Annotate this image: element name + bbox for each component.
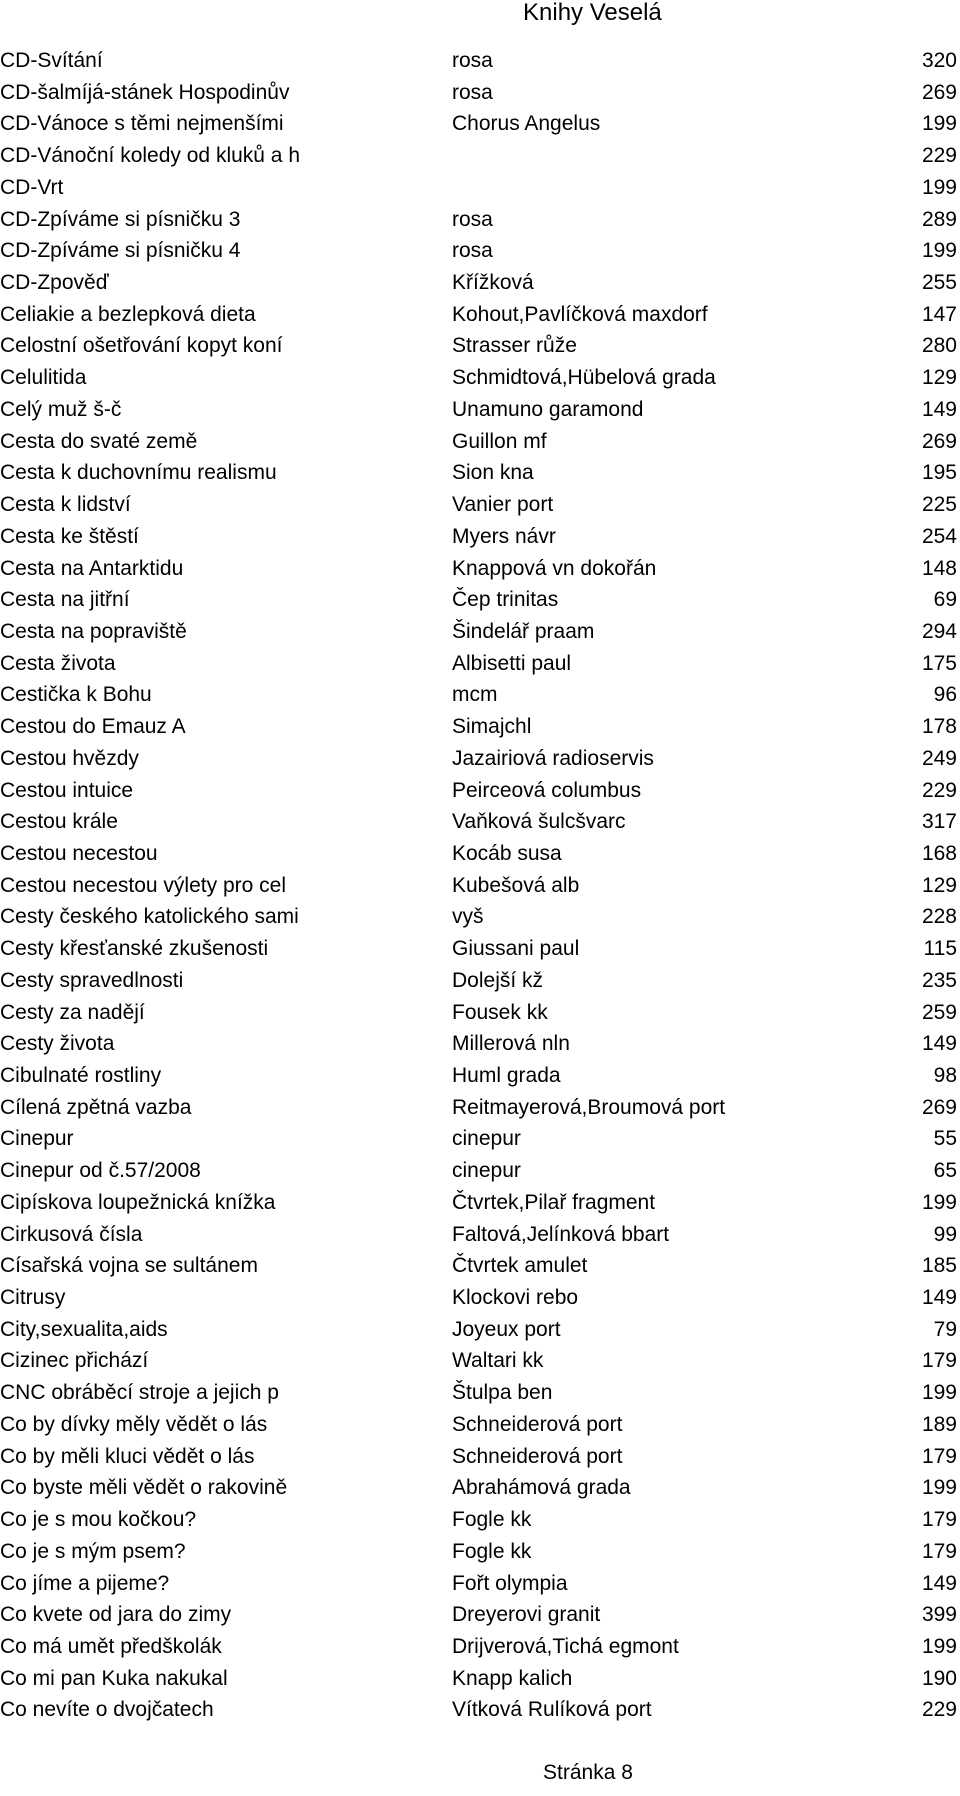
book-title: Co jíme a pijeme? — [0, 1571, 170, 1595]
book-author-publisher: rosa — [452, 239, 493, 263]
list-item — [0, 1472, 960, 1504]
list-item — [0, 806, 960, 838]
list-item — [0, 1219, 960, 1251]
book-author-publisher: Fogle kk — [452, 1508, 532, 1532]
list-item — [0, 1663, 960, 1695]
list-item — [0, 457, 960, 489]
book-author-publisher: Štulpa ben — [452, 1381, 553, 1405]
book-price: 149 — [921, 1286, 957, 1310]
book-author-publisher: Čtvrtek,Pilař fragment — [452, 1190, 656, 1214]
book-price: 149 — [921, 397, 957, 421]
book-author-publisher: Vítková Rulíková port — [452, 1698, 652, 1722]
book-price: 229 — [921, 778, 957, 802]
list-item — [0, 1694, 960, 1726]
list-item — [0, 997, 960, 1029]
book-title: Cesta na jitřní — [0, 588, 130, 612]
book-title: Cestou do Emauz A — [0, 715, 186, 739]
page-number: Stránka 8 — [543, 1761, 633, 1784]
list-item — [0, 679, 960, 711]
book-author-publisher: Vaňková šulcšvarc — [452, 810, 626, 834]
book-author-publisher: Čep trinitas — [452, 588, 559, 612]
list-item — [0, 1441, 960, 1473]
book-price: 99 — [933, 1222, 957, 1246]
book-price: 225 — [921, 493, 957, 517]
list-item — [0, 1282, 960, 1314]
list-item — [0, 108, 960, 140]
book-author-publisher: Millerová nln — [452, 1032, 570, 1056]
book-price: 199 — [921, 1476, 957, 1500]
book-price: 79 — [933, 1317, 957, 1341]
book-price: 229 — [921, 1698, 957, 1722]
list-item — [0, 1250, 960, 1282]
book-author-publisher: Kubešová alb — [452, 873, 580, 897]
book-price: 195 — [921, 461, 957, 485]
book-title: Cestou necestou — [0, 841, 158, 865]
list-item — [0, 1060, 960, 1092]
list-item — [0, 1599, 960, 1631]
book-author-publisher: Faltová,Jelínková bbart — [452, 1222, 670, 1246]
book-title: Cesta k lidství — [0, 493, 131, 517]
book-price: 294 — [921, 619, 957, 643]
book-title: City,sexualita,aids — [0, 1317, 168, 1341]
book-title: Co je s mým psem? — [0, 1539, 186, 1563]
book-price: 317 — [921, 810, 957, 834]
list-item — [0, 426, 960, 458]
list-item — [0, 1314, 960, 1346]
book-author-publisher: Drijverová,Tichá egmont — [452, 1634, 679, 1658]
book-price: 199 — [921, 239, 957, 263]
book-price: 179 — [921, 1508, 957, 1532]
book-author-publisher: Vanier port — [452, 493, 554, 517]
book-author-publisher: Kocáb susa — [452, 841, 562, 865]
book-price: 65 — [933, 1159, 957, 1183]
book-title: Cinepur — [0, 1127, 74, 1151]
book-price: 199 — [921, 1634, 957, 1658]
book-title: Cestou intuice — [0, 778, 134, 802]
book-author-publisher: Knapp kalich — [452, 1666, 573, 1690]
book-title: CD-Vánoce s těmi nejmenšími — [0, 112, 284, 136]
list-item — [0, 1409, 960, 1441]
book-title: CD-Zpíváme si písničku 3 — [0, 207, 241, 231]
book-author-publisher: Kohout,Pavlíčková maxdorf — [452, 302, 708, 326]
book-price: 115 — [923, 937, 957, 961]
book-price: 147 — [921, 302, 957, 326]
list-item — [0, 362, 960, 394]
book-price: 148 — [921, 556, 957, 580]
book-title: Co nevíte o dvojčatech — [0, 1698, 214, 1722]
book-author-publisher: Chorus Angelus — [452, 112, 601, 136]
book-author-publisher: Waltari kk — [452, 1349, 544, 1373]
book-title: Cesta ke štěstí — [0, 524, 139, 548]
book-title: Cirkusová čísla — [0, 1222, 143, 1246]
book-price: 149 — [921, 1032, 957, 1056]
book-title: Cílená zpětná vazba — [0, 1095, 192, 1119]
list-item — [0, 204, 960, 236]
list-item — [0, 1123, 960, 1155]
book-price: 168 — [921, 841, 957, 865]
book-author-publisher: Peirceová columbus — [452, 778, 642, 802]
book-author-publisher: Fousek kk — [452, 1000, 548, 1024]
book-price: 259 — [921, 1000, 957, 1024]
book-price: 98 — [933, 1064, 957, 1087]
book-title: Cinepur od č.57/2008 — [0, 1159, 201, 1183]
list-item — [0, 1631, 960, 1663]
page-header-title: Knihy Veselá — [523, 0, 662, 26]
book-author-publisher: Sion kna — [452, 461, 534, 485]
list-item — [0, 521, 960, 553]
book-title: Cipískova loupežnická knížka — [0, 1190, 276, 1214]
list-item — [0, 584, 960, 616]
book-title: Cesta života — [0, 651, 116, 675]
book-price: 199 — [921, 112, 957, 136]
book-title: CD-Zpíváme si písničku 4 — [0, 239, 241, 263]
list-item — [0, 77, 960, 109]
book-author-publisher: Huml grada — [452, 1064, 561, 1087]
list-item — [0, 901, 960, 933]
book-price: 179 — [921, 1349, 957, 1373]
book-price: 189 — [921, 1412, 957, 1436]
book-title: Cesta do svaté země — [0, 429, 198, 453]
book-price: 228 — [921, 905, 957, 929]
book-author-publisher: Dolejší kž — [452, 968, 544, 992]
book-price: 185 — [921, 1254, 957, 1278]
book-author-publisher: Dreyerovi granit — [452, 1603, 601, 1627]
book-author-publisher: Joyeux port — [452, 1317, 561, 1341]
book-title: CD-šalmíjá-stánek Hospodinův — [0, 80, 290, 104]
list-item — [0, 838, 960, 870]
book-author-publisher: Fogle kk — [452, 1539, 532, 1563]
book-author-publisher: Giussani paul — [452, 937, 580, 961]
book-author-publisher: cinepur — [452, 1159, 521, 1183]
book-title: Cestou necestou výlety pro cel — [0, 873, 286, 897]
list-item — [0, 235, 960, 267]
list-item — [0, 870, 960, 902]
book-title: Co by dívky měly vědět o lás — [0, 1412, 268, 1436]
list-item — [0, 1568, 960, 1600]
book-title: Cesty za nadějí — [0, 1000, 145, 1024]
book-price: 254 — [921, 524, 957, 548]
book-author-publisher: Abrahámová grada — [452, 1476, 631, 1500]
book-price-list — [0, 45, 960, 1726]
list-item — [0, 172, 960, 204]
book-price: 190 — [921, 1666, 957, 1690]
book-price: 289 — [921, 207, 957, 231]
book-author-publisher: Schneiderová port — [452, 1444, 623, 1468]
book-price: 129 — [921, 873, 957, 897]
list-item — [0, 1187, 960, 1219]
list-item — [0, 1504, 960, 1536]
book-price: 129 — [921, 366, 957, 390]
book-author-publisher: Schneiderová port — [452, 1412, 623, 1436]
book-title: Celostní ošetřování kopyt koní — [0, 334, 283, 358]
book-price: 96 — [933, 683, 957, 707]
book-author-publisher: Jazairiová radioservis — [452, 746, 654, 770]
book-title: Cesty života — [0, 1032, 115, 1056]
list-item — [0, 553, 960, 585]
book-title: Co je s mou kočkou? — [0, 1508, 197, 1532]
book-price: 269 — [921, 80, 957, 104]
list-item — [0, 267, 960, 299]
book-author-publisher: cinepur — [452, 1127, 521, 1151]
book-price: 175 — [921, 651, 957, 675]
book-price: 320 — [921, 49, 957, 72]
list-item — [0, 933, 960, 965]
book-author-publisher: Křížková — [452, 271, 534, 295]
list-item — [0, 330, 960, 362]
book-title: Cesta na Antarktidu — [0, 556, 184, 580]
book-author-publisher: Klockovi rebo — [452, 1286, 579, 1310]
book-price: 179 — [921, 1539, 957, 1563]
list-item — [0, 1092, 960, 1124]
list-item — [0, 489, 960, 521]
list-item — [0, 1536, 960, 1568]
book-author-publisher: Guillon mf — [452, 429, 547, 453]
book-title: CD-Vánoční koledy od kluků a h — [0, 144, 300, 168]
book-title: Cizinec přichází — [0, 1349, 149, 1373]
book-title: Cesty spravedlnosti — [0, 968, 184, 992]
list-item — [0, 1028, 960, 1060]
list-item — [0, 743, 960, 775]
book-title: Co má umět předškolák — [0, 1634, 222, 1658]
book-author-publisher: rosa — [452, 207, 493, 231]
book-price: 55 — [933, 1127, 957, 1151]
book-author-publisher: Fořt olympia — [452, 1571, 568, 1595]
book-author-publisher: rosa — [452, 80, 493, 104]
book-title: Cestou krále — [0, 810, 118, 834]
book-title: Cibulnaté rostliny — [0, 1064, 162, 1087]
list-item — [0, 648, 960, 680]
book-price: 249 — [921, 746, 957, 770]
list-item — [0, 965, 960, 997]
book-price: 399 — [921, 1603, 957, 1627]
list-item — [0, 1345, 960, 1377]
book-price: 199 — [921, 1190, 957, 1214]
book-price: 269 — [921, 429, 957, 453]
book-author-publisher: Albisetti paul — [452, 651, 572, 675]
book-title: CD-Zpověď — [0, 271, 109, 295]
book-title: Císařská vojna se sultánem — [0, 1254, 258, 1278]
book-title: Celiakie a bezlepková dieta — [0, 302, 256, 326]
list-item — [0, 1155, 960, 1187]
list-item — [0, 140, 960, 172]
book-title: Co kvete od jara do zimy — [0, 1603, 232, 1627]
book-author-publisher: Strasser růže — [452, 334, 577, 358]
book-title: CD-Svítání — [0, 49, 103, 72]
book-price: 199 — [921, 1381, 957, 1405]
book-title: Co byste měli vědět o rakovině — [0, 1476, 288, 1500]
book-title: Citrusy — [0, 1286, 66, 1310]
book-author-publisher: vyš — [452, 905, 484, 929]
book-price: 149 — [921, 1571, 957, 1595]
book-author-publisher: Šindelář praam — [452, 619, 595, 643]
book-title: Cesta na popraviště — [0, 619, 187, 643]
book-author-publisher: Čtvrtek amulet — [452, 1254, 588, 1278]
book-author-publisher: Myers návr — [452, 524, 556, 548]
book-price: 255 — [921, 271, 957, 295]
list-item — [0, 1377, 960, 1409]
book-title: Cestou hvězdy — [0, 746, 139, 770]
book-title: CD-Vrt — [0, 175, 64, 199]
book-title: Cesty křesťanské zkušenosti — [0, 937, 269, 961]
list-item — [0, 299, 960, 331]
book-title: Cestička k Bohu — [0, 683, 152, 707]
book-price: 229 — [921, 144, 957, 168]
book-price: 179 — [921, 1444, 957, 1468]
list-item — [0, 711, 960, 743]
book-author-publisher: Knappová vn dokořán — [452, 556, 657, 580]
list-item — [0, 775, 960, 807]
book-price: 199 — [921, 175, 957, 199]
book-title: Celý muž š-č — [0, 397, 122, 421]
book-title: Celulitida — [0, 366, 87, 390]
book-title: Co by měli kluci vědět o lás — [0, 1444, 255, 1468]
book-price: 280 — [921, 334, 957, 358]
list-item — [0, 394, 960, 426]
book-author-publisher: rosa — [452, 49, 493, 72]
book-author-publisher: Schmidtová,Hübelová grada — [452, 366, 716, 390]
book-author-publisher: Unamuno garamond — [452, 397, 644, 421]
book-price: 178 — [921, 715, 957, 739]
list-item — [0, 45, 960, 77]
book-author-publisher: mcm — [452, 683, 498, 707]
book-title: Co mi pan Kuka nakukal — [0, 1666, 228, 1690]
book-title: Cesta k duchovnímu realismu — [0, 461, 277, 485]
book-price: 269 — [921, 1095, 957, 1119]
list-item — [0, 616, 960, 648]
book-author-publisher: Simajchl — [452, 715, 532, 739]
book-price: 69 — [933, 588, 957, 612]
book-author-publisher: Reitmayerová,Broumová port — [452, 1095, 726, 1119]
book-price: 235 — [921, 968, 957, 992]
book-title: CNC obráběcí stroje a jejich p — [0, 1381, 279, 1405]
book-title: Cesty českého katolického sami — [0, 905, 299, 929]
